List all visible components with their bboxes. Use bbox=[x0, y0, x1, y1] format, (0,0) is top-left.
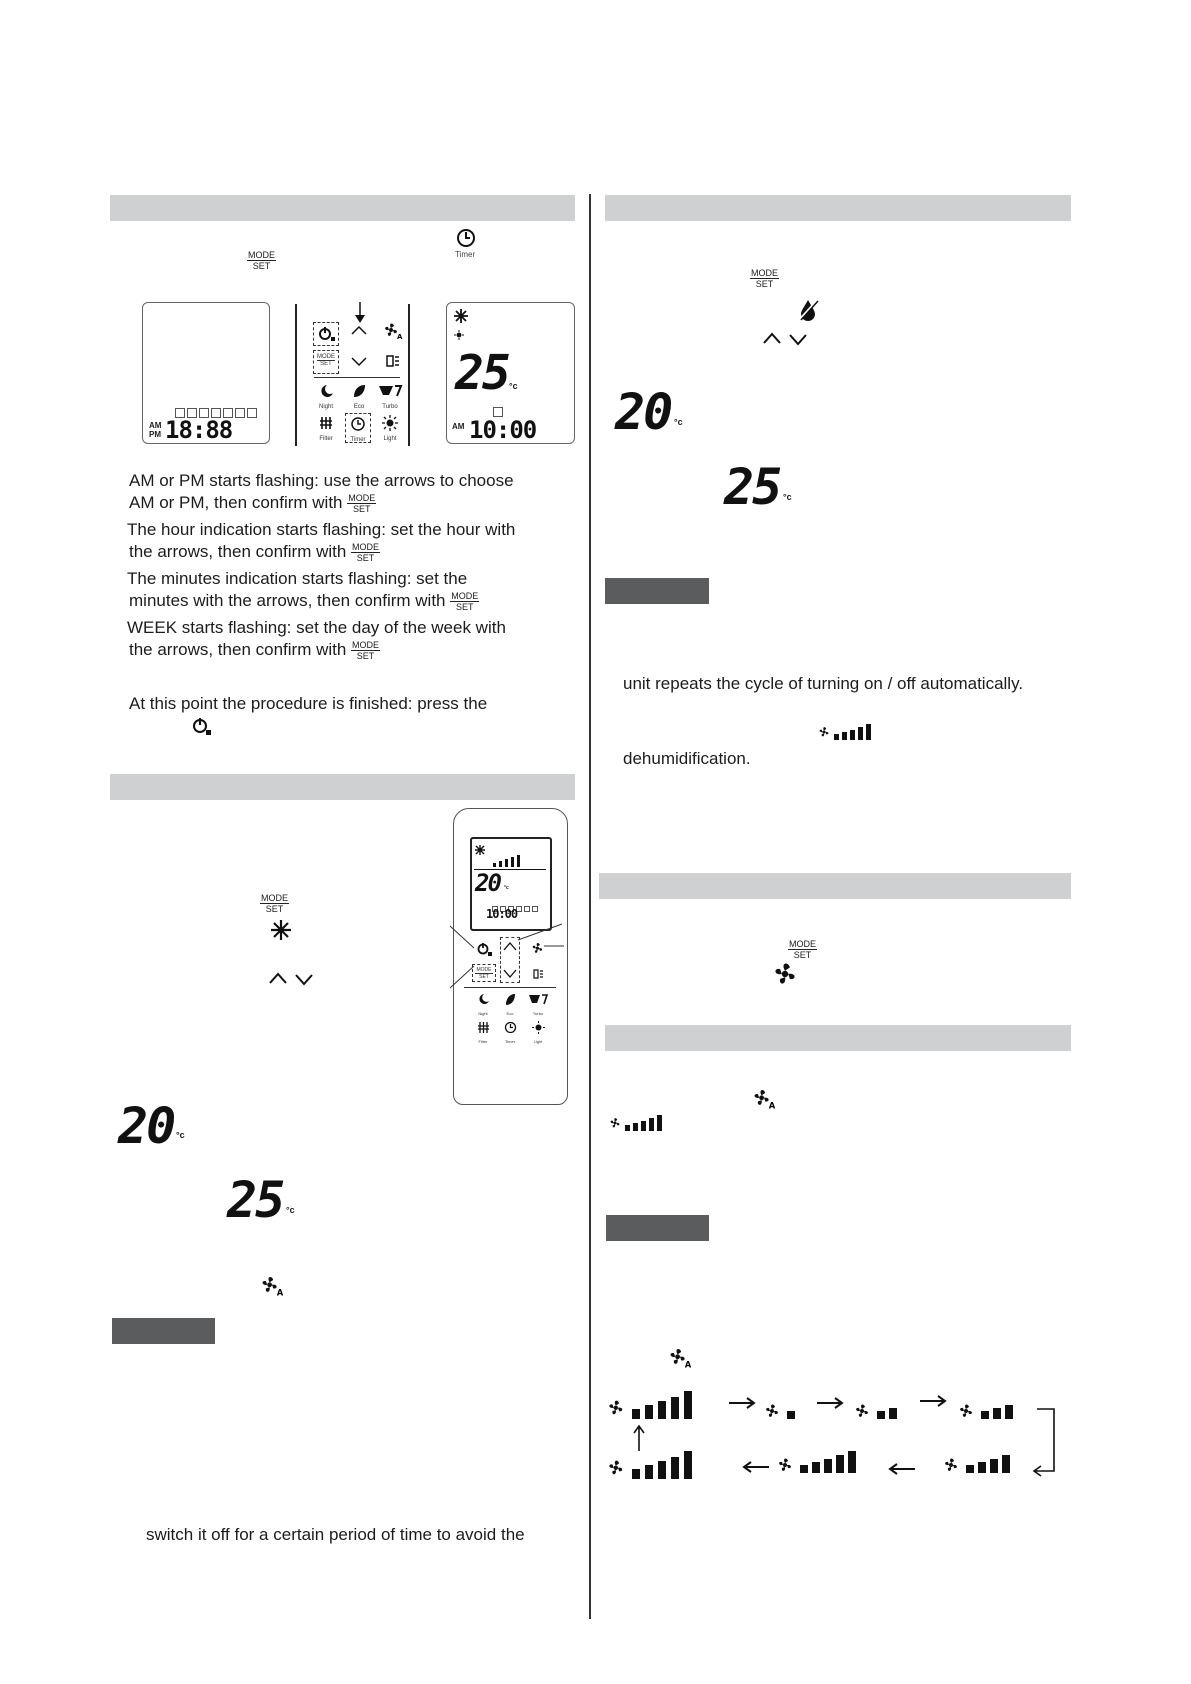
speed-step-4 bbox=[960, 1405, 1013, 1419]
eco-label: Eco bbox=[353, 404, 365, 410]
mode-set-symbol: MODE SET bbox=[248, 250, 275, 271]
note-header-bar bbox=[606, 1215, 709, 1241]
timer-icon-label: Timer bbox=[455, 250, 476, 259]
speed-step-auto bbox=[609, 1451, 692, 1479]
fan-speed-cycle-diagram bbox=[607, 1385, 1067, 1490]
am-indicator: AM bbox=[452, 422, 465, 431]
up-arrow-button[interactable] bbox=[350, 323, 368, 341]
temperature-value-25: 25 bbox=[227, 1171, 284, 1229]
remote-night-button[interactable]: Night bbox=[474, 993, 492, 1016]
fan-icon bbox=[772, 961, 798, 992]
step-2-line-2: the arrows, then confirm with $\frac{\text{MODE}}{\text{SET}}$ bbox=[129, 542, 380, 564]
power-button[interactable] bbox=[313, 322, 339, 346]
remote-turbo-button[interactable]: Turbo bbox=[527, 993, 549, 1016]
timer-label: Timer bbox=[350, 437, 366, 443]
step-2-line-1: The hour indication starts flashing: set the hour with bbox=[127, 520, 516, 539]
night-button[interactable] bbox=[316, 383, 336, 410]
panel-divider-left bbox=[295, 304, 297, 446]
clock-time: 18:88 bbox=[165, 416, 233, 444]
signal-bars bbox=[490, 849, 520, 863]
remote-celsius: °c bbox=[504, 885, 509, 891]
mode-set-symbol: $\frac{\text{MODE}}{\text{SET}}$ bbox=[451, 591, 479, 613]
fan-speed-low-icon bbox=[818, 722, 890, 747]
night-label: Night bbox=[318, 404, 333, 410]
fan-auto-icon bbox=[260, 1275, 284, 1302]
column-divider bbox=[589, 194, 591, 1619]
light-label: Light bbox=[383, 436, 397, 442]
speed-step-6 bbox=[779, 1451, 856, 1473]
step-4-line-1: WEEK starts flashing: set the day of the week with bbox=[127, 618, 506, 637]
mode-set-symbol: $\frac{\text{MODE}}{\text{SET}}$ bbox=[352, 640, 380, 662]
up-down-arrows-icon bbox=[268, 970, 316, 993]
finish-text: At this point the procedure is finished: press the bbox=[129, 694, 488, 713]
power-lock-icon bbox=[191, 716, 213, 743]
dehumidify-drop-icon bbox=[796, 296, 822, 327]
svg-text:A: A bbox=[276, 1287, 284, 1298]
panel-separator bbox=[314, 377, 400, 378]
callout-lines bbox=[446, 922, 566, 997]
speed-step-1 bbox=[609, 1391, 692, 1419]
mode-set-symbol: MODE SET bbox=[789, 939, 816, 960]
remote-screen bbox=[470, 837, 552, 931]
mode-set-symbol: MODE SET bbox=[751, 268, 778, 289]
celsius-unit: °c bbox=[286, 1205, 295, 1215]
arrow-right bbox=[729, 1398, 754, 1408]
temperature-value: 25 bbox=[455, 345, 509, 401]
svg-text:A: A bbox=[684, 1359, 692, 1370]
timer-time: 10:00 bbox=[469, 416, 537, 444]
arrow-right bbox=[817, 1398, 842, 1408]
snowflake-icon bbox=[270, 919, 292, 946]
remote-time: 10:00 bbox=[486, 907, 518, 921]
remote-mode-set-button[interactable]: MODE SET bbox=[472, 964, 496, 982]
dehumidification-text: dehumidification. bbox=[623, 749, 751, 768]
temperature-value-20: 20 bbox=[615, 383, 672, 441]
arrow-up bbox=[634, 1426, 644, 1451]
fan-speed-low-icon bbox=[609, 1113, 681, 1138]
section-header-bar bbox=[605, 195, 1071, 221]
filter-label: Filter bbox=[319, 436, 333, 442]
svg-text:A: A bbox=[397, 333, 403, 341]
am-indicator: AM bbox=[149, 421, 162, 430]
lcd-result-display bbox=[446, 302, 575, 444]
mode-set-symbol: $\frac{\text{MODE}}{\text{SET}}$ bbox=[352, 542, 380, 564]
up-down-arrows-icon bbox=[762, 330, 810, 353]
remote-temperature: 20 bbox=[475, 869, 500, 897]
timer-button[interactable] bbox=[345, 413, 371, 443]
celsius-unit: °c bbox=[783, 492, 792, 502]
note-header-bar bbox=[605, 578, 709, 604]
snowflake-icon bbox=[453, 308, 469, 329]
step-3-line-2: minutes with the arrows, then confirm with $\frac{\text{MODE}}{\text{SET}}$ bbox=[129, 591, 479, 613]
arrow-right bbox=[920, 1396, 945, 1406]
step-1-line-1: AM or PM starts flashing: use the arrows to choose bbox=[129, 471, 514, 490]
step-1-line-2: AM or PM, then confirm with $\frac{\text{MODE}}{\text{SET}}$ bbox=[129, 493, 376, 515]
section-header-bar bbox=[110, 195, 575, 221]
remote-eco-button[interactable]: Eco bbox=[501, 993, 519, 1016]
step-3-line-1: The minutes indication starts flashing: set the bbox=[127, 569, 468, 588]
temperature-value-20: 20 bbox=[118, 1097, 175, 1155]
mode-set-symbol: $\frac{\text{MODE}}{\text{SET}}$ bbox=[348, 493, 376, 515]
swing-button[interactable] bbox=[384, 353, 400, 374]
remote-light-button[interactable]: Light bbox=[529, 1021, 547, 1044]
celsius-unit: °c bbox=[176, 1130, 185, 1140]
mode-set-button[interactable]: MODE SET bbox=[313, 350, 339, 374]
svg-text:A: A bbox=[768, 1100, 776, 1111]
mode-set-symbol: MODE SET bbox=[261, 893, 288, 914]
down-arrow-button[interactable] bbox=[350, 355, 368, 373]
fan-auto-button[interactable] bbox=[383, 322, 403, 345]
temperature-value-25: 25 bbox=[724, 458, 781, 516]
panel-divider-right bbox=[408, 304, 410, 446]
filter-button[interactable] bbox=[316, 415, 336, 442]
pm-indicator: PM bbox=[149, 430, 161, 439]
section-header-bar bbox=[605, 1025, 1071, 1051]
lcd-clock-display bbox=[142, 302, 270, 444]
celsius-unit: °c bbox=[674, 417, 683, 427]
eco-button[interactable] bbox=[349, 383, 369, 410]
speed-step-3 bbox=[856, 1405, 897, 1419]
speed-step-2 bbox=[766, 1405, 795, 1419]
speed-step-5 bbox=[945, 1455, 1010, 1473]
cycle-text: unit repeats the cycle of turning on / off automatically. bbox=[623, 674, 1024, 693]
fan-auto-icon bbox=[752, 1088, 776, 1115]
arrow-left bbox=[744, 1462, 769, 1472]
note-header-bar bbox=[112, 1318, 215, 1344]
turbo-button[interactable] bbox=[375, 383, 405, 410]
arrow-left bbox=[890, 1464, 915, 1474]
remote-filter-button[interactable]: Filter bbox=[474, 1021, 492, 1044]
celsius-unit: °c bbox=[509, 381, 518, 391]
loop-arrow bbox=[1034, 1409, 1054, 1476]
light-button[interactable] bbox=[380, 415, 400, 442]
section-header-bar bbox=[110, 774, 575, 800]
remote-timer-button[interactable]: Timer bbox=[501, 1021, 519, 1044]
step-4-line-2: the arrows, then confirm with $\frac{\text{MODE}}{\text{SET}}$ bbox=[129, 640, 380, 662]
sun-icon bbox=[454, 327, 464, 345]
section-header-bar bbox=[599, 873, 1071, 899]
turbo-label: Turbo bbox=[382, 404, 398, 410]
fan-auto-icon bbox=[668, 1347, 692, 1374]
cooling-bottom-text: switch it off for a certain period of time to avoid the bbox=[146, 1525, 525, 1544]
